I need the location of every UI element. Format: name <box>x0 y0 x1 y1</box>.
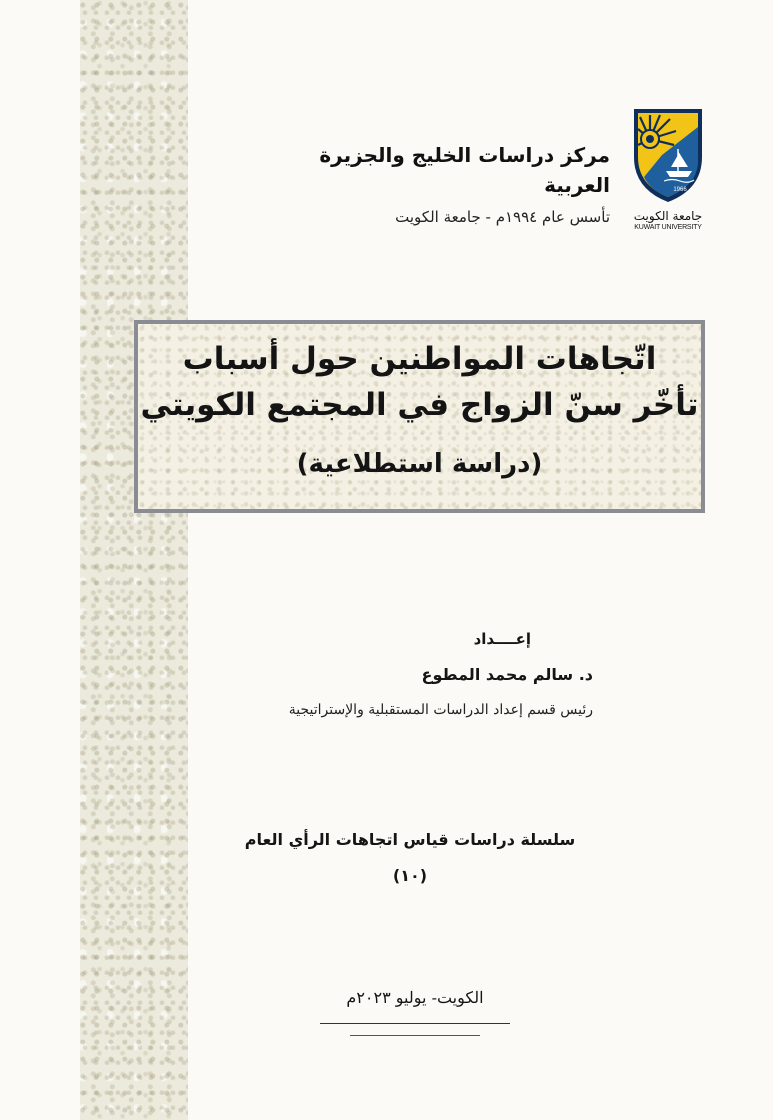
author-name: د. سالم محمد المطوع <box>421 665 593 684</box>
publication-date: الكويت- يوليو ٢٠٢٣م <box>346 988 484 1007</box>
series-block <box>230 826 590 890</box>
series-name: سلسلة دراسات قياس اتجاهات الرأي العام <box>244 830 576 849</box>
author-block <box>173 628 593 721</box>
publication-footer <box>320 985 510 1036</box>
center-name: مركز دراسات الخليج والجزيرة العربية <box>319 143 610 197</box>
prepared-by-label: إعــــداد <box>473 630 531 648</box>
title-subtitle: (دراسة استطلاعية) <box>296 449 543 479</box>
university-crest-icon <box>628 105 708 205</box>
author-role: رئيس قسم إعداد الدراسات المستقبلية والإستراتيجية <box>288 702 593 718</box>
kuwait-university-logo <box>626 105 710 235</box>
decorative-texture-strip <box>80 0 188 1120</box>
logo-label-english: KUWAIT UNIVERSITY <box>634 224 702 231</box>
footer-divider <box>320 1023 510 1024</box>
title-line-1: اتّجاهات المواطنين حول أسباب <box>182 341 657 377</box>
title-line-2: تأخّر سنّ الزواج في المجتمع الكويتي <box>140 387 699 423</box>
footer-divider-short <box>350 1035 480 1036</box>
founded-note: تأسس عام ١٩٩٤م - جامعة الكويت <box>395 208 610 226</box>
svg-text:1966: 1966 <box>673 187 687 193</box>
title-box <box>134 320 705 513</box>
series-number: (١٠) <box>392 866 428 885</box>
publisher-header <box>250 140 610 228</box>
logo-label-arabic: جامعة الكويت <box>633 209 703 223</box>
